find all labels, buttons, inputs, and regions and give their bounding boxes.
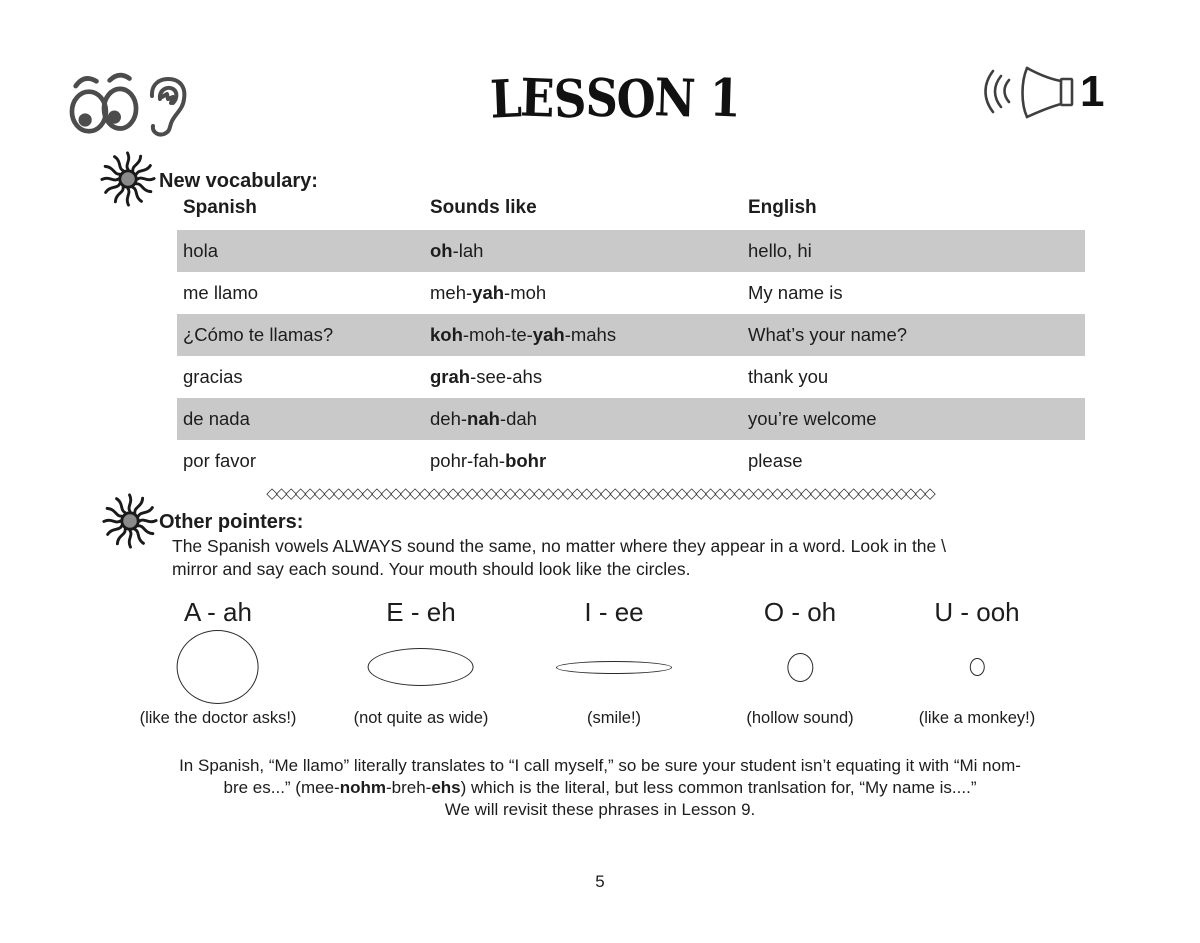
- ear-icon: [143, 76, 193, 138]
- text-segment: ) which is the literal, but less common tranlsation for, “My name is....”: [460, 778, 977, 797]
- vowel-caption: (like a monkey!): [918, 709, 1036, 727]
- cell-spanish: ¿Cómo te llamas?: [183, 324, 334, 345]
- cell-english: What’s your name?: [748, 324, 908, 345]
- table-row: [177, 230, 1085, 272]
- vowel-caption: (not quite as wide): [353, 709, 489, 727]
- vocab-table-header: [177, 190, 1085, 230]
- mouth-shape-oval: [787, 653, 813, 682]
- cell-spanish: por favor: [183, 450, 257, 471]
- vowel-block: [556, 597, 672, 728]
- audio-cue: [980, 60, 1104, 124]
- text-segment: -moh-te-: [462, 324, 533, 345]
- cell-sounds-like: [430, 398, 748, 440]
- cell-sounds-like: [430, 230, 748, 272]
- vowel-block: [354, 597, 489, 728]
- text-segment: deh-: [430, 408, 468, 429]
- eyes-icon: [68, 70, 140, 136]
- sun-icon: [99, 150, 157, 208]
- column-header-spanish: Spanish: [183, 197, 257, 218]
- vowel-caption: (like the doctor asks!): [139, 709, 297, 727]
- text-segment: In Spanish, “Me llamo” literally translates to “I call myself,” so be sure your student isn’t equating it with “Mi nom-: [179, 756, 1021, 775]
- cell-spanish: hola: [183, 240, 218, 261]
- cell-english: please: [748, 450, 803, 471]
- vowel-block: [140, 597, 297, 728]
- title-letter: S: [584, 67, 618, 130]
- mouth-shape-area: [354, 627, 489, 707]
- cell-english: you’re welcome: [748, 408, 877, 429]
- mouth-shape-oval: [969, 658, 984, 676]
- cell-english: thank you: [748, 366, 829, 387]
- text-segment: nah: [467, 408, 500, 429]
- vowel-label: E - eh: [386, 597, 456, 627]
- table-row: [177, 398, 1085, 440]
- cell-spanish: me llamo: [183, 282, 259, 303]
- text-segment: ehs: [431, 778, 461, 797]
- vocab-table: [177, 190, 1085, 482]
- vowel-caption: (smile!): [586, 709, 642, 727]
- mouth-shape-oval: [368, 648, 474, 686]
- vowel-row: [0, 597, 1200, 737]
- mouth-shape-oval: [177, 630, 259, 704]
- pointers-line-1: The Spanish vowels ALWAYS sound the same, no matter where they appear in a word. Look in the \: [172, 536, 946, 556]
- note-line: [0, 755, 1200, 777]
- cell-spanish: de nada: [183, 408, 250, 429]
- column-header-english: English: [748, 197, 817, 218]
- vowel-label: A - ah: [184, 597, 252, 627]
- title-letter: S: [552, 68, 587, 131]
- table-row: [177, 440, 1085, 482]
- text-segment: -moh: [504, 282, 547, 303]
- pointers-line-2: mirror and say each sound. Your mouth should look like the circles.: [172, 558, 691, 579]
- vowel-label: O - oh: [763, 597, 837, 627]
- lesson-title: [465, 67, 766, 134]
- text-segment: -breh-: [385, 778, 432, 797]
- vowel-block: [746, 597, 853, 728]
- text-segment: -lah: [452, 240, 484, 261]
- text-segment: meh-: [430, 282, 473, 303]
- cell-english: hello, hi: [748, 240, 812, 261]
- mouth-shape-area: [919, 627, 1035, 707]
- column-header-sounds-like: Sounds like: [430, 197, 537, 218]
- table-row: [177, 272, 1085, 314]
- audio-track-number: 1: [1080, 67, 1105, 116]
- note: [0, 755, 1200, 821]
- vowel-label: U - ooh: [934, 597, 1020, 627]
- note-line: [0, 777, 1200, 799]
- text-segment: oh: [430, 240, 453, 261]
- mouth-shape-area: [140, 627, 297, 707]
- text-segment: nohm: [339, 778, 386, 797]
- diamond-separator: ◇◇◇◇◇◇◇◇◇◇◇◇◇◇◇◇◇◇◇◇◇◇◇◇◇◇◇◇◇◇◇◇◇◇◇◇◇◇◇◇◇◇◇◇◇◇◇◇◇◇◇◇◇◇◇◇◇◇◇◇◇◇◇◇◇◇◇◇◇◇: [266, 484, 934, 502]
- text-segment: bre es...” (mee-: [223, 778, 340, 797]
- text-segment: -mahs: [564, 324, 617, 345]
- text-segment: -dah: [499, 408, 537, 429]
- title-letter: L: [488, 68, 522, 131]
- text-segment: yah: [532, 324, 565, 345]
- vowel-caption: (hollow sound): [746, 709, 854, 727]
- table-row: [177, 314, 1085, 356]
- text-segment: bohr: [505, 450, 547, 471]
- page-number: 5: [595, 872, 605, 891]
- pointers-heading: Other pointers:: [159, 511, 304, 533]
- cell-sounds-like: [430, 440, 748, 482]
- mouth-shape-oval: [556, 661, 672, 674]
- cell-english: My name is: [748, 282, 843, 303]
- vowel-label: I - ee: [584, 597, 644, 627]
- speaker-icon: [980, 60, 1076, 124]
- text-segment: grah: [430, 366, 471, 387]
- vocab-rows: [177, 230, 1085, 482]
- cell-sounds-like: [430, 314, 748, 356]
- text-segment: We will revisit these phrases in Lesson 9.: [444, 800, 756, 819]
- title-letter: E: [519, 67, 555, 130]
- cell-spanish: gracias: [183, 366, 243, 387]
- title-letter: 1: [708, 67, 741, 130]
- title-letter: O: [615, 68, 657, 131]
- vocab-heading: New vocabulary:: [159, 170, 318, 192]
- table-row: [177, 356, 1085, 398]
- title-letter: N: [654, 67, 696, 130]
- sun-icon: [101, 492, 159, 550]
- mouth-shape-area: [746, 627, 853, 707]
- cell-sounds-like: [430, 272, 748, 314]
- text-segment: koh: [430, 324, 463, 345]
- mouth-shape-area: [556, 627, 672, 707]
- pointers-paragraph: [172, 535, 946, 580]
- vowel-block: [919, 597, 1035, 728]
- text-segment: -see-ahs: [470, 366, 543, 387]
- cell-sounds-like: [430, 356, 748, 398]
- text-segment: yah: [472, 282, 505, 303]
- text-segment: pohr-fah-: [430, 450, 506, 471]
- note-line: [0, 799, 1200, 821]
